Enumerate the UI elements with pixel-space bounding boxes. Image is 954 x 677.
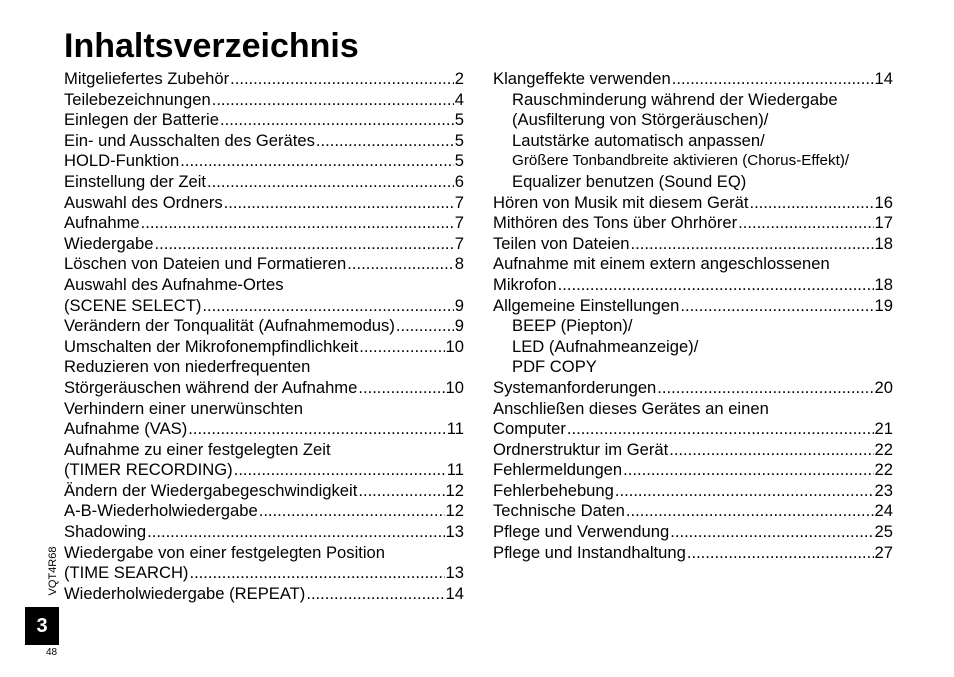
toc-entry[interactable] (64, 481, 464, 502)
toc-entry-line1: Anschließen dieses Gerätes an einen (493, 398, 769, 418)
toc-entry-label: Mitgeliefertes Zubehör (64, 69, 230, 88)
toc-entry-page: 25 (874, 522, 893, 542)
toc-entry-page: 7 (454, 213, 464, 233)
document-code-text: VQT4R68 (47, 546, 59, 596)
toc-entry-page: 8 (454, 254, 464, 274)
dot-leader (189, 563, 444, 584)
toc-entry-page: 4 (454, 89, 464, 109)
toc-entry-page: 10 (445, 336, 464, 356)
toc-entry[interactable] (64, 151, 464, 172)
toc-entry[interactable] (493, 275, 893, 296)
dot-leader (358, 378, 444, 399)
toc-entry-page: 5 (454, 110, 464, 130)
toc-entry-page: 19 (874, 295, 893, 315)
toc-entry-label: (TIMER RECORDING) (64, 460, 233, 480)
dot-leader (230, 69, 454, 90)
toc-entry-label: A-B-Wiederholwiedergabe (64, 501, 258, 521)
toc-entry-label: Aufnahme (64, 213, 140, 233)
toc-entry-page: 23 (874, 480, 893, 500)
toc-entry-line1: Reduzieren von niederfrequenten (64, 357, 311, 377)
dot-leader (567, 419, 874, 440)
dot-leader (306, 584, 444, 605)
toc-entry-page: 12 (445, 480, 464, 500)
dot-leader (359, 337, 444, 358)
toc-entry-label: Allgemeine Einstellungen (493, 295, 680, 315)
toc-entry-label: Auswahl des Ordners (64, 192, 223, 212)
toc-entry[interactable] (64, 213, 464, 234)
dot-leader (672, 69, 874, 90)
toc-entry-label: Löschen von Dateien und Formatieren (64, 254, 347, 274)
toc-entry[interactable] (64, 378, 464, 399)
toc-entry-page: 27 (874, 542, 893, 562)
toc-entry-page: 11 (446, 460, 464, 480)
toc-entry-label: Verändern der Tonqualität (Aufnahmemodus) (64, 316, 395, 336)
toc-entry-label: HOLD-Funktion (64, 151, 180, 171)
dot-leader (558, 275, 874, 296)
dot-leader (259, 501, 445, 522)
toc-entry[interactable] (64, 172, 464, 193)
toc-entry[interactable] (64, 193, 464, 214)
toc-entry-label: Aufnahme (VAS) (64, 419, 188, 439)
toc-entry-page: 18 (874, 233, 893, 253)
page-number-badge: 3 (25, 607, 59, 645)
page-number-small: 48 (46, 647, 58, 658)
toc-entry[interactable] (64, 69, 464, 90)
dot-leader (396, 316, 454, 337)
toc-entry-page: 10 (445, 377, 464, 397)
toc-entry-page: 20 (874, 377, 893, 397)
toc-entry[interactable] (493, 193, 893, 214)
toc-entry-label: Wiedergabe (64, 233, 154, 253)
toc-entry-page: 9 (454, 316, 464, 336)
dot-leader (749, 193, 873, 214)
toc-entry-line1: Aufnahme zu einer festgelegten Zeit (64, 439, 331, 459)
toc-subentry: PDF COPY (512, 357, 597, 377)
toc-entry[interactable] (64, 337, 464, 358)
toc-entry-page: 17 (874, 213, 893, 233)
toc-entry[interactable] (64, 460, 464, 481)
toc-entry-page: 14 (445, 583, 464, 603)
toc-entry-line1: Aufnahme mit einem extern angeschlossenen (493, 254, 830, 274)
toc-subentry: Equalizer benutzen (Sound EQ) (512, 171, 747, 191)
toc-entry-label: (SCENE SELECT) (64, 295, 202, 315)
toc-entry-page: 7 (454, 233, 464, 253)
dot-leader (687, 543, 874, 564)
toc-entry[interactable] (493, 501, 893, 522)
toc-entry-page: 18 (874, 274, 893, 294)
dot-leader (680, 296, 873, 317)
toc-entry-page: 2 (454, 69, 464, 88)
toc-entry[interactable] (64, 419, 464, 440)
toc-entry[interactable] (64, 90, 464, 111)
dot-leader (358, 481, 444, 502)
toc-subentry: LED (Aufnahmeanzeige)/ (512, 336, 699, 356)
toc-entry-label: Einlegen der Batterie (64, 110, 219, 130)
toc-entry-page: 5 (454, 151, 464, 171)
dot-leader (626, 501, 874, 522)
toc-entry[interactable] (493, 69, 893, 90)
dot-leader (623, 460, 873, 481)
toc-entry-page: 5 (454, 130, 464, 150)
toc-entry-label: Mithören des Tons über Ohrhörer (493, 213, 738, 233)
dot-leader (202, 296, 453, 317)
toc-entry-line1: Wiedergabe von einer festgelegten Position (64, 542, 386, 562)
toc-entry-label: Störgeräuschen während der Aufnahme (64, 377, 358, 397)
toc-entry-label: Einstellung der Zeit (64, 171, 207, 191)
dot-leader (141, 213, 454, 234)
dot-leader (738, 213, 873, 234)
toc-entry-page: 12 (445, 501, 464, 521)
toc-entry-page: 7 (454, 192, 464, 212)
dot-leader (316, 131, 454, 152)
toc-entry[interactable] (493, 522, 893, 543)
page-title: Inhaltsverzeichnis (64, 27, 359, 65)
toc-entry-label: Pflege und Verwendung (493, 522, 670, 542)
toc-entry-label: Umschalten der Mikrofonempfindlichkeit (64, 336, 359, 356)
toc-entry[interactable] (493, 419, 893, 440)
toc-entry-label: Teilebezeichnungen (64, 89, 211, 109)
dot-leader (207, 172, 454, 193)
toc-entry[interactable] (64, 254, 464, 275)
toc-entry-label: Computer (493, 419, 566, 439)
dot-leader (154, 234, 453, 255)
dot-leader (234, 460, 446, 481)
toc-entry-label: (TIME SEARCH) (64, 563, 189, 583)
toc-entry-page: 13 (445, 563, 464, 583)
toc-entry-label: Mikrofon (493, 274, 557, 294)
toc-entry[interactable] (64, 584, 464, 605)
toc-entry[interactable] (64, 110, 464, 131)
toc-entry-label: Ordnerstruktur im Gerät (493, 439, 669, 459)
toc-entry-label: Wiederholwiedergabe (REPEAT) (64, 583, 306, 603)
toc-entry[interactable] (64, 234, 464, 255)
toc-entry-page: 24 (874, 501, 893, 521)
dot-leader (631, 234, 874, 255)
dot-leader (188, 419, 445, 440)
toc-entry[interactable] (493, 213, 893, 234)
toc-entry-page: 9 (454, 295, 464, 315)
toc-entry[interactable] (493, 543, 893, 564)
toc-entry-label: Klangeffekte verwenden (493, 69, 671, 88)
toc-entry-label: Teilen von Dateien (493, 233, 630, 253)
toc-subentry: BEEP (Piepton)/ (512, 316, 633, 336)
dot-leader (670, 522, 873, 543)
toc-entry[interactable] (493, 234, 893, 255)
toc-entry-line1: Auswahl des Aufnahme-Ortes (64, 274, 284, 294)
toc-entry-page: 6 (454, 171, 464, 191)
toc-entry[interactable] (64, 296, 464, 317)
dot-leader (212, 90, 454, 111)
dot-leader (224, 193, 454, 214)
dot-leader (657, 378, 873, 399)
dot-leader (615, 481, 874, 502)
toc-entry-label: Pflege und Instandhaltung (493, 542, 686, 562)
toc-subentry: (Ausfilterung von Störgeräuschen)/ (512, 110, 769, 130)
dot-leader (220, 110, 454, 131)
toc-entry-page: 21 (874, 419, 893, 439)
toc-entry-page: 14 (874, 69, 893, 88)
toc-entry-label: Hören von Musik mit diesem Gerät (493, 192, 749, 212)
toc-entry[interactable] (493, 481, 893, 502)
toc-subentry: Größere Tonbandbreite aktivieren (Chorus-Effekt)/ (512, 152, 850, 170)
toc-right-column (493, 69, 893, 563)
toc-entry-page: 22 (874, 460, 893, 480)
toc-entry-page: 16 (874, 192, 893, 212)
toc-left-column (64, 69, 464, 604)
toc-entry[interactable] (64, 131, 464, 152)
toc-entry-label: Technische Daten (493, 501, 625, 521)
toc-entry-page: 11 (446, 419, 464, 439)
toc-entry-page: 22 (874, 439, 893, 459)
toc-entry[interactable] (64, 501, 464, 522)
toc-entry[interactable] (493, 378, 893, 399)
toc-entry-label: Ein- und Ausschalten des Gerätes (64, 130, 315, 150)
toc-entry-label: Fehlerbehebung (493, 480, 614, 500)
toc-entry[interactable] (64, 563, 464, 584)
toc-entry-label: Ändern der Wiedergabegeschwindigkeit (64, 480, 358, 500)
dot-leader (147, 522, 444, 543)
toc-entry[interactable] (64, 522, 464, 543)
toc-entry[interactable] (493, 296, 893, 317)
toc-entry[interactable] (493, 440, 893, 461)
toc-subentry: Rauschminderung während der Wiedergabe (512, 89, 838, 109)
toc-subentry: Lautstärke automatisch anpassen/ (512, 130, 765, 150)
document-code (46, 540, 60, 602)
dot-leader (180, 151, 453, 172)
toc-entry[interactable] (493, 460, 893, 481)
toc-entry-label: Fehlermeldungen (493, 460, 623, 480)
toc-entry-label: Shadowing (64, 522, 147, 542)
toc-entry-label: Systemanforderungen (493, 377, 657, 397)
toc-entry-page: 13 (445, 522, 464, 542)
toc-entry-line1: Verhindern einer unerwünschten (64, 398, 303, 418)
dot-leader (347, 254, 454, 275)
toc-entry[interactable] (64, 316, 464, 337)
dot-leader (669, 440, 873, 461)
